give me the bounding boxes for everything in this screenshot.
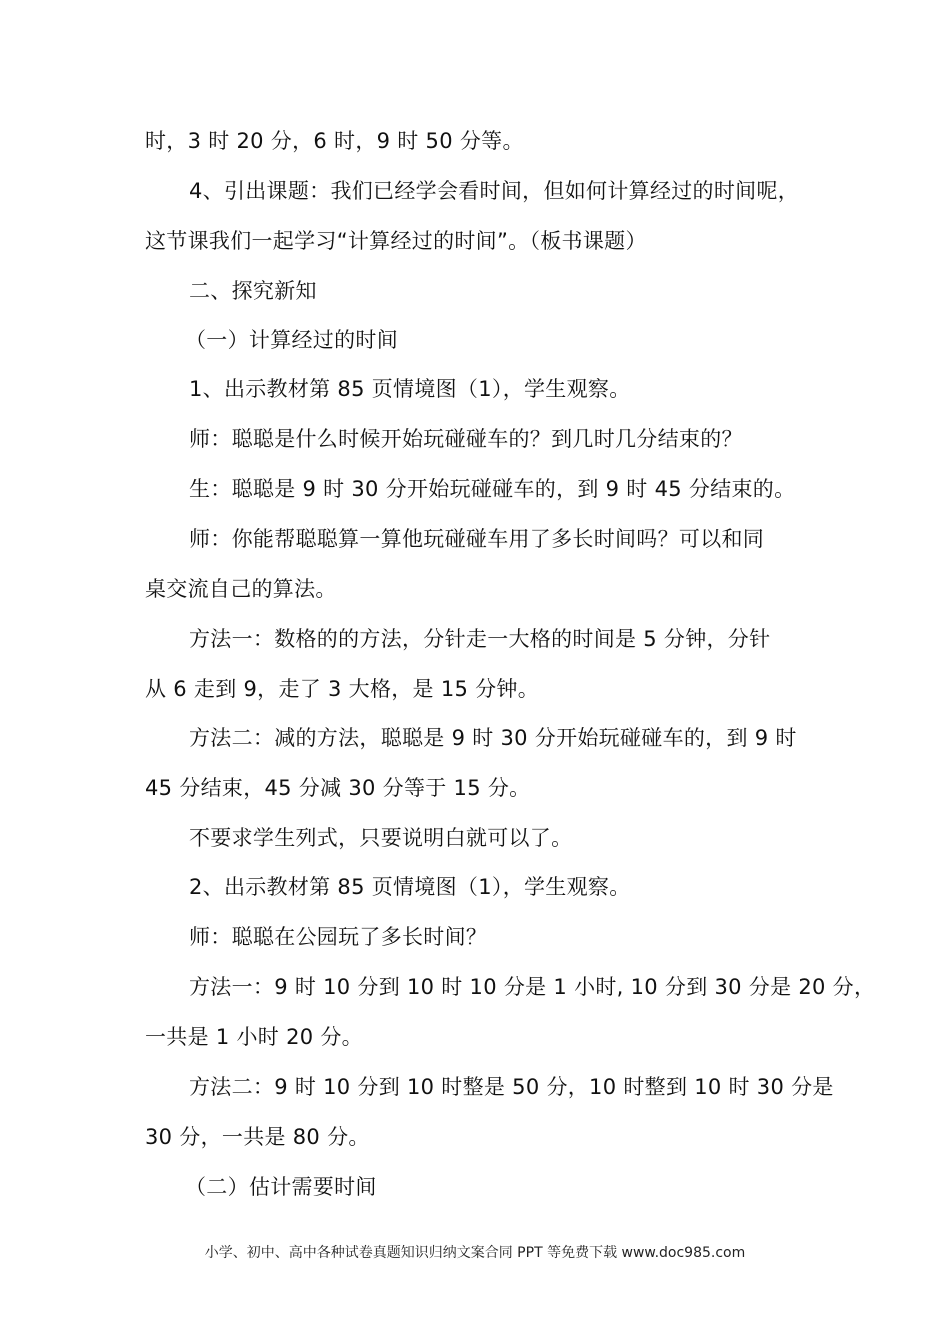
paragraph-line: 师：聪聪在公园玩了多长时间？ <box>189 925 488 949</box>
paragraph-line: 45 分结束，45 分减 30 分等于 15 分。 <box>145 776 531 800</box>
paragraph-line: 一共是 1 小时 20 分。 <box>145 1025 363 1049</box>
section-heading: 二、探究新知 <box>189 279 317 303</box>
paragraph-line: 方法二：减的方法，聪聪是 9 时 30 分开始玩碰碰车的，到 9 时 <box>189 726 797 750</box>
paragraph-line: 方法一：数格的的方法，分针走一大格的时间是 5 分钟，分针 <box>189 627 771 651</box>
paragraph-line: 时，3 时 20 分，6 时，9 时 50 分等。 <box>145 129 524 153</box>
paragraph-line: 从 6 走到 9，走了 3 大格，是 15 分钟。 <box>145 677 540 701</box>
paragraph-line: 这节课我们一起学习“计算经过的时间”。（板书课题） <box>145 229 647 253</box>
paragraph-line: 不要求学生列式，只要说明白就可以了。 <box>189 826 573 850</box>
paragraph-line: 1、出示教材第 85 页情境图（1），学生观察。 <box>189 377 631 401</box>
paragraph-line: 4、引出课题：我们已经学会看时间，但如何计算经过的时间呢， <box>189 179 800 203</box>
paragraph-line: 师：聪聪是什么时候开始玩碰碰车的？到几时几分结束的？ <box>189 427 743 451</box>
subsection-heading: （二）估计需要时间 <box>185 1175 377 1199</box>
paragraph-line: 方法一：9 时 10 分到 10 时 10 分是 1 小时, 10 分到 30 分是 20 分， <box>189 975 876 999</box>
paragraph-line: 方法二：9 时 10 分到 10 时整是 50 分，10 时整到 10 时 30 分是 <box>189 1075 834 1099</box>
paragraph-line: 师：你能帮聪聪算一算他玩碰碰车用了多长时间吗？可以和同 <box>189 527 765 551</box>
page-footer: 小学、初中、高中各种试卷真题知识归纳文案合同 PPT 等免费下载 www.doc985.com <box>204 1245 746 1261</box>
paragraph-line: 30 分，一共是 80 分。 <box>145 1125 370 1149</box>
subsection-heading: （一）计算经过的时间 <box>185 328 398 352</box>
paragraph-line: 桌交流自己的算法。 <box>145 577 337 601</box>
paragraph-line: 生：聪聪是 9 时 30 分开始玩碰碰车的，到 9 时 45 分结束的。 <box>189 477 796 501</box>
paragraph-line: 2、出示教材第 85 页情境图（1），学生观察。 <box>189 875 631 899</box>
